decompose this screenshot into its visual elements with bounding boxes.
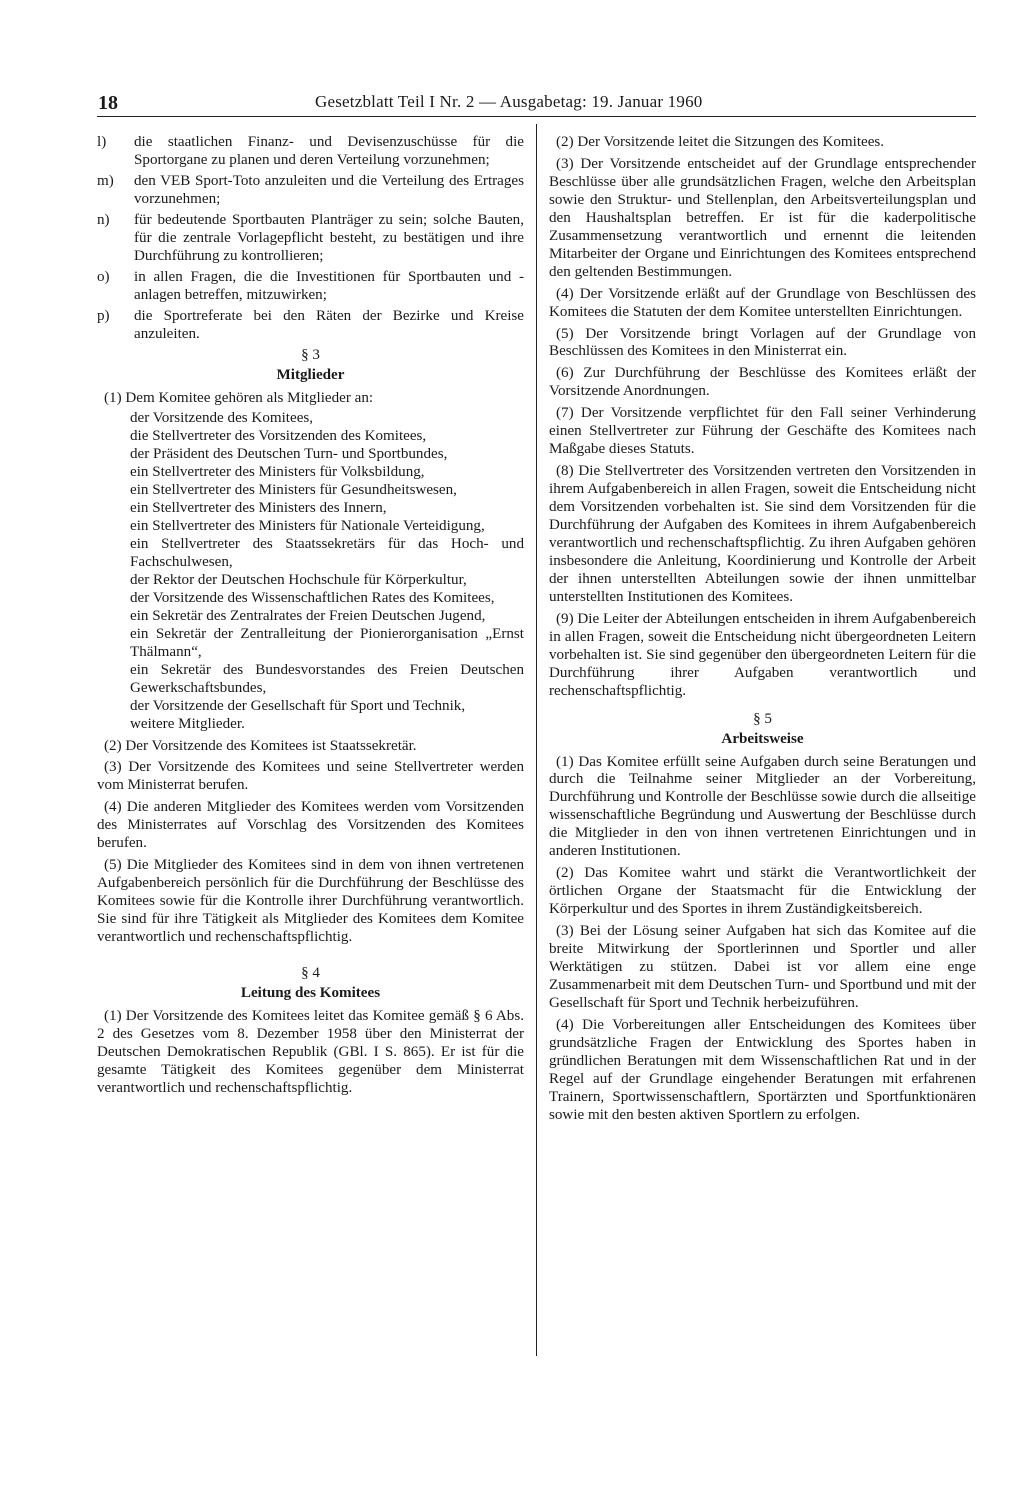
paragraph: (2) Der Vorsitzende leitet die Sitzungen des Komitees.	[556, 134, 885, 150]
paragraph: (1) Das Komitee erfüllt seine Aufgaben durch seine Beratungen und durch die Teilnahme seiner Mitglieder an der Vorbereitung, Durchführung und Kontrolle der Beschlüsse sowie durch die allseitige wissenschaftliche Begründung und Auswertung der Beschlüsse durch die Mitglieder in den von ihnen vertretenen Einrichtungen und in anderen Institutionen.	[549, 753, 976, 860]
page-number: 18	[98, 92, 118, 114]
member-item: ein Stellvertreter des Ministers für Volksbildung,	[130, 464, 425, 481]
member-item: der Präsident des Deutschen Turn- und Sportbundes,	[130, 446, 448, 463]
section-5-title: Arbeitsweise	[721, 730, 804, 747]
paragraph: (8) Die Stellvertreter des Vorsitzenden vertreten den Vorsitzenden in ihrem Aufgabenbereich in allen Fragen, soweit die Entscheidung nicht dem Vorsitzenden vorbehalten ist. Sie sind dem Vorsitzenden für die Durchführung der Aufgaben des Komitees in ihrem Aufgabenbereich verantwortlich und rechenschaftspflichtig. Zu ihren Aufgaben gehören insbesondere die Anleitung, Koordinierung und Kontrolle der Arbeit der ihnen unterstellten Abteilungen sowie der ihnen unmittelbar unterstellten Institutionen des Komitees.	[549, 463, 976, 605]
member-item: ein Stellvertreter des Ministers des Innern,	[130, 500, 387, 517]
paragraph: (4) Die Vorbereitungen aller Entscheidungen des Komitees über grundsätzliche Fragen der Entwicklung des Sportes haben in gründlichen Beratungen mit dem Wissenschaftlichen Rat und in der Regel auf der Grundlage eingehender Beratungen mit erfahrenen Trainern, Sportwissenschaftlern, Sportärzten und Sportfunktionären sowie mit den besten aktiven Sportlern zu erfolgen.	[549, 1016, 976, 1123]
list-item-label: m)	[97, 172, 114, 189]
list-item-text: den VEB Sport-Toto anzuleiten und die Verteilung des Ertrages vorzunehmen;	[134, 172, 524, 207]
list-item	[97, 212, 524, 266]
list-item-text: für bedeutende Sportbauten Planträger zu sein; solche Bauten, für die zentrale Vorlagepflicht besteht, zu bestätigen und ihre Durchführung zu kontrollieren;	[134, 211, 524, 264]
member-item: ein Sekretär der Zentralleitung der Pionierorganisation „Ernst Thälmann“,	[130, 625, 524, 660]
list-item-label: o)	[97, 268, 110, 285]
member-item: der Rektor der Deutschen Hochschule für Körperkultur,	[130, 571, 467, 588]
list-item-text: die Sportreferate bei den Räten der Bezirke und Kreise anzuleiten.	[134, 307, 524, 342]
member-item: ein Stellvertreter des Ministers für Nationale Verteidigung,	[130, 518, 485, 535]
column-divider	[536, 124, 537, 1356]
member-item: der Vorsitzende der Gesellschaft für Sport und Technik,	[130, 697, 466, 714]
paragraph: (3) Der Vorsitzende des Komitees und seine Stellvertreter werden vom Ministerrat berufen.	[97, 759, 524, 794]
list-item	[97, 269, 524, 305]
section-3-title: Mitglieder	[276, 367, 345, 384]
list-item	[97, 308, 524, 344]
paragraph: (2) Der Vorsitzende des Komitees ist Staatssekretär.	[104, 737, 417, 754]
list-item	[97, 134, 524, 170]
paragraph: (9) Die Leiter der Abteilungen entscheiden in ihrem Aufgabenbereich in allen Fragen, soweit die Entscheidung nicht übergeordneten Leitern vorbehalten ist. Sie sind gegenüber den übergeordneten Leitern für die Durchführung ihrer Aufgaben verantwortlich und rechenschaftspflichtig.	[549, 610, 976, 699]
paragraph: (4) Der Vorsitzende erläßt auf der Grundlage von Beschlüssen des Komitees die Statuten der dem Komitee unterstellten Einrichtungen.	[549, 285, 976, 320]
paragraph: (4) Die anderen Mitglieder des Komitees werden vom Vorsitzenden des Ministerrates auf Vorschlag des Vorsitzenden des Komitees berufen.	[97, 799, 524, 852]
list-item-label: l)	[97, 134, 107, 150]
header-title: Gesetzblatt Teil I Nr. 2 — Ausgabetag: 19. Januar 1960	[315, 92, 703, 111]
member-item: weitere Mitglieder.	[130, 715, 245, 732]
section-3-heading: § 3	[301, 347, 320, 364]
paragraph: (3) Bei der Lösung seiner Aufgaben hat sich das Komitee auf die breite Mitwirkung der Sportlerinnen und Sportler und aller Werktätigen zu stützen. Dabei ist vor allem eine enge Zusammenarbeit mit dem Deutschen Turn- und Sportbund und mit der Gesellschaft für Sport und Technik herbeizuführen.	[549, 923, 976, 1011]
left-column	[97, 134, 524, 1098]
paragraph: (5) Der Vorsitzende bringt Vorlagen auf der Grundlage von Beschlüssen des Komitees in den Ministerrat ein.	[549, 325, 976, 360]
list-item-label: p)	[97, 307, 110, 324]
list-item	[97, 173, 524, 209]
section-4-title: Leitung des Komitees	[240, 984, 381, 1001]
member-item: der Vorsitzende des Komitees,	[130, 410, 314, 427]
paragraph: (5) Die Mitglieder des Komitees sind in dem von ihnen vertretenen Aufgabenbereich persönlich für die Durchführung der Beschlüsse des Komitees sowie für die Kontrolle ihrer Durchführung verantwortlich. Sie sind für ihre Tätigkeit als Mitglieder des Komitees dem Komitee verantwortlich und rechenschaftspflichtig.	[97, 857, 524, 946]
section-4-heading: § 4	[301, 964, 320, 981]
paragraph: (7) Der Vorsitzende verpflichtet für den Fall seiner Verhinderung einen Stellvertreter zur Führung der Geschäfte des Komitees nach Maßgabe dieses Statuts.	[549, 405, 976, 458]
member-item: der Vorsitzende des Wissenschaftlichen Rates des Komitees,	[130, 589, 495, 606]
member-item: die Stellvertreter des Vorsitzenden des Komitees,	[130, 428, 427, 445]
paragraph: (6) Zur Durchführung der Beschlüsse des Komitees erläßt der Vorsitzende Anordnungen.	[549, 365, 976, 400]
members-intro: (1) Dem Komitee gehören als Mitglieder an:	[104, 390, 374, 407]
list-item-text: in allen Fragen, die die Investitionen für Sportbauten und -anlagen betreffen, mitzuwirken;	[134, 268, 524, 303]
paragraph: (2) Das Komitee wahrt und stärkt die Verantwortlichkeit der örtlichen Organe der Staatsmacht für die Entwicklung der Körperkultur und des Sportes in ihrem Zuständigkeitsbereich.	[549, 865, 976, 918]
list-item-label: n)	[97, 211, 110, 228]
paragraph: (3) Der Vorsitzende entscheidet auf der Grundlage entsprechender Beschlüsse über alle grundsätzlichen Fragen, welche den Arbeitsplan sowie den Struktur- und Stellenplan, den Arbeitsverteilungsplan und den Haushaltsplan betreffen. Er ist für die kaderpolitische Zusammensetzung verantwortlich und ernennt die leitenden Mitarbeiter der Organe und Einrichtungen des Komitees entsprechend den geltenden Bestimmungen.	[549, 155, 976, 280]
member-item: ein Stellvertreter des Ministers für Gesundheitswesen,	[130, 482, 457, 499]
paragraph: (1) Der Vorsitzende des Komitees leitet das Komitee gemäß § 6 Abs. 2 des Gesetzes vom 8. Dezember 1958 über den Ministerrat der Deutschen Demokratischen Republik (GBl. I S. 865). Er ist für die gesamte Tätigkeit des Komitees gegenüber dem Ministerrat verantwortlich und rechenschaftspflichtig.	[97, 1007, 524, 1096]
right-column	[549, 134, 976, 1125]
member-item: ein Stellvertreter des Staatssekretärs für das Hoch- und Fachschulwesen,	[130, 536, 524, 570]
member-item: ein Sekretär des Zentralrates der Freien Deutschen Jugend,	[130, 607, 486, 624]
section-5-heading: § 5	[753, 710, 772, 727]
page-header	[97, 90, 976, 117]
member-item: ein Sekretär des Bundesvorstandes des Freien Deutschen Gewerkschaftsbundes,	[130, 661, 524, 696]
list-item-text: die staatlichen Finanz- und Devisenzuschüsse für die Sportorgane zu planen und deren Verteilung vorzunehmen;	[134, 134, 524, 168]
